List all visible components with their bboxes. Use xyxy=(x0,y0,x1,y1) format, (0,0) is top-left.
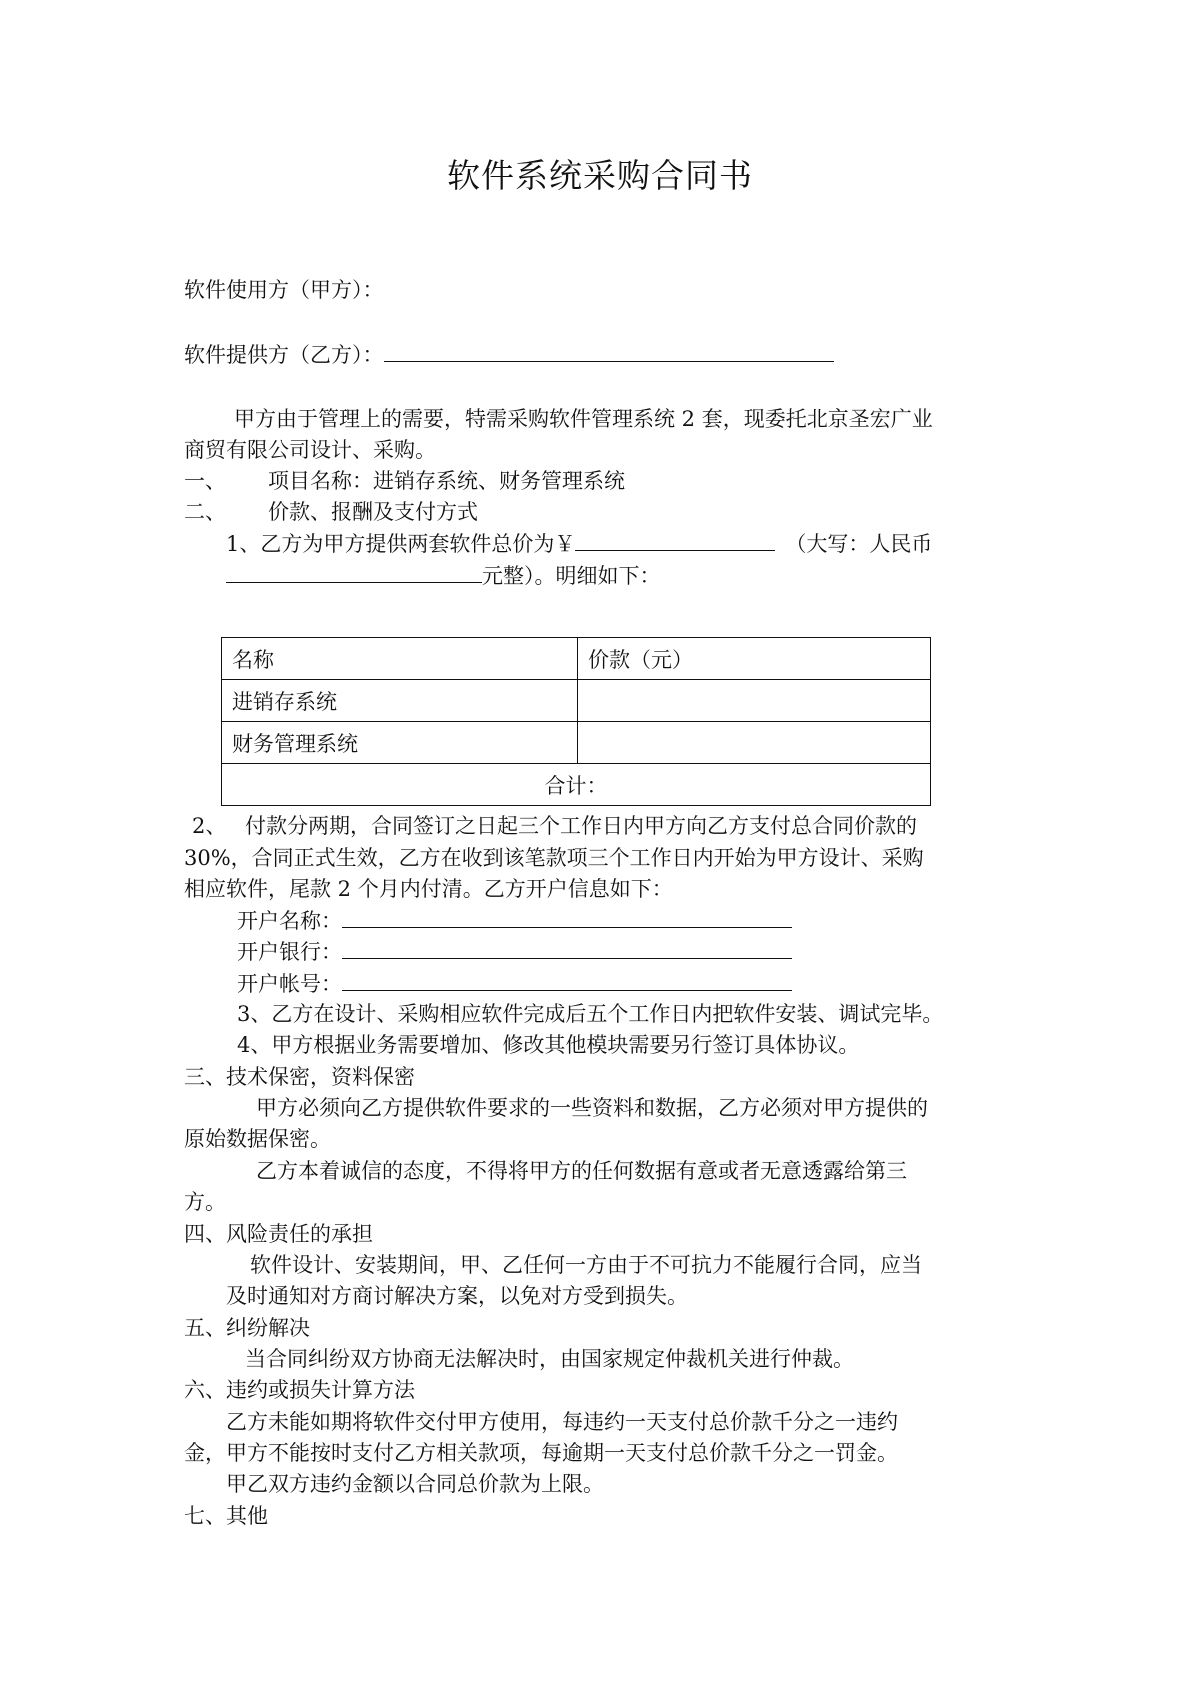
total-cell: 合计： xyxy=(222,764,931,806)
section-3-p2-line-1: 乙方本着诚信的态度，不得将甲方的任何数据有意或者无意透露给第三 xyxy=(256,1159,907,1183)
clause-2-line-2: 30%，合同正式生效，乙方在收到该笔款项三个工作日内开始为甲方设计、采购 xyxy=(184,846,924,870)
clause-4: 4、甲方根据业务需要增加、修改其他模块需要另行签订具体协议。 xyxy=(237,1033,860,1057)
account-number-blank[interactable] xyxy=(342,970,792,991)
section-3-heading: 三、技术保密，资料保密 xyxy=(184,1065,415,1089)
row-price-cell[interactable] xyxy=(578,680,931,722)
account-number-label: 开户帐号： xyxy=(237,972,342,996)
clause-1-part-b: （大写：人民币 xyxy=(785,532,933,556)
clause-2-number: 2、 xyxy=(192,814,227,838)
table-row xyxy=(222,722,931,764)
payment-clause-1-cont xyxy=(226,562,661,589)
section-7-heading: 七、其他 xyxy=(184,1504,268,1528)
account-name-line xyxy=(237,907,792,934)
table-header-row xyxy=(222,638,931,680)
section-2-text: 价款、报酬及支付方式 xyxy=(268,500,478,524)
clause-2-line-3: 相应软件，尾款 2 个月内付清。乙方开户信息如下： xyxy=(184,877,673,901)
intro-line-1: 甲方由于管理上的需要，特需采购软件管理系统 2 套，现委托北京圣宏广业 xyxy=(234,407,933,431)
section-1-number: 一、 xyxy=(184,469,226,493)
table-total-row xyxy=(222,764,931,806)
party-a-label: 软件使用方（甲方）： xyxy=(184,278,384,302)
section-6-line-1: 乙方未能如期将软件交付甲方使用，每违约一天支付总价款千分之一违约 xyxy=(226,1410,898,1434)
clause-3: 3、乙方在设计、采购相应软件完成后五个工作日内把软件安装、调试完毕。 xyxy=(237,1002,944,1026)
account-bank-line xyxy=(237,938,792,965)
price-table xyxy=(221,637,931,806)
account-bank-label: 开户银行： xyxy=(237,940,342,964)
row-price-cell[interactable] xyxy=(578,722,931,764)
table-row xyxy=(222,680,931,722)
section-4-line-2: 及时通知对方商讨解决方案，以免对方受到损失。 xyxy=(226,1284,688,1308)
row-name-cell: 进销存系统 xyxy=(222,680,578,722)
account-number-line xyxy=(237,970,792,997)
section-5-text: 当合同纠纷双方协商无法解决时，由国家规定仲裁机关进行仲裁。 xyxy=(245,1347,854,1371)
section-4-line-1: 软件设计、安装期间，甲、乙任何一方由于不可抗力不能履行合同，应当 xyxy=(250,1253,922,1277)
amount-in-words-blank[interactable] xyxy=(226,562,482,583)
total-price-blank[interactable] xyxy=(575,530,775,551)
section-3-p1-line-1: 甲方必须向乙方提供软件要求的一些资料和数据，乙方必须对甲方提供的 xyxy=(256,1096,928,1120)
party-b-blank[interactable] xyxy=(384,341,834,362)
section-2-number: 二、 xyxy=(184,500,226,524)
section-3-p2-line-2: 方。 xyxy=(184,1190,226,1214)
section-6-line-2: 金，甲方不能按时支付乙方相关款项，每逾期一天支付总价款千分之一罚金。 xyxy=(184,1441,898,1465)
section-4-heading: 四、风险责任的承担 xyxy=(184,1222,373,1246)
section-5-heading: 五、纠纷解决 xyxy=(184,1316,310,1340)
header-name-cell: 名称 xyxy=(222,638,578,680)
account-name-blank[interactable] xyxy=(342,907,792,928)
account-bank-blank[interactable] xyxy=(342,938,792,959)
intro-line-2: 商贸有限公司设计、采购。 xyxy=(184,438,436,462)
clause-1-part-c: 元整）。明细如下： xyxy=(482,564,661,588)
document-title: 软件系统采购合同书 xyxy=(447,156,753,195)
clause-2-line-1: 付款分两期，合同签订之日起三个工作日内甲方向乙方支付总合同价款的 xyxy=(245,814,917,838)
row-name-cell: 财务管理系统 xyxy=(222,722,578,764)
section-6-heading: 六、违约或损失计算方法 xyxy=(184,1378,415,1402)
party-b-line xyxy=(184,341,834,368)
payment-clause-1 xyxy=(226,530,932,557)
section-6-line-3: 甲乙双方违约金额以合同总价款为上限。 xyxy=(226,1472,604,1496)
clause-1-part-a: 1、乙方为甲方提供两套软件总价为￥ xyxy=(226,532,576,556)
header-price-cell: 价款（元） xyxy=(578,638,931,680)
section-1-text: 项目名称：进销存系统、财务管理系统 xyxy=(268,469,625,493)
account-name-label: 开户名称： xyxy=(237,909,342,933)
section-3-p1-line-2: 原始数据保密。 xyxy=(184,1127,331,1151)
party-b-label: 软件提供方（乙方）： xyxy=(184,343,384,367)
